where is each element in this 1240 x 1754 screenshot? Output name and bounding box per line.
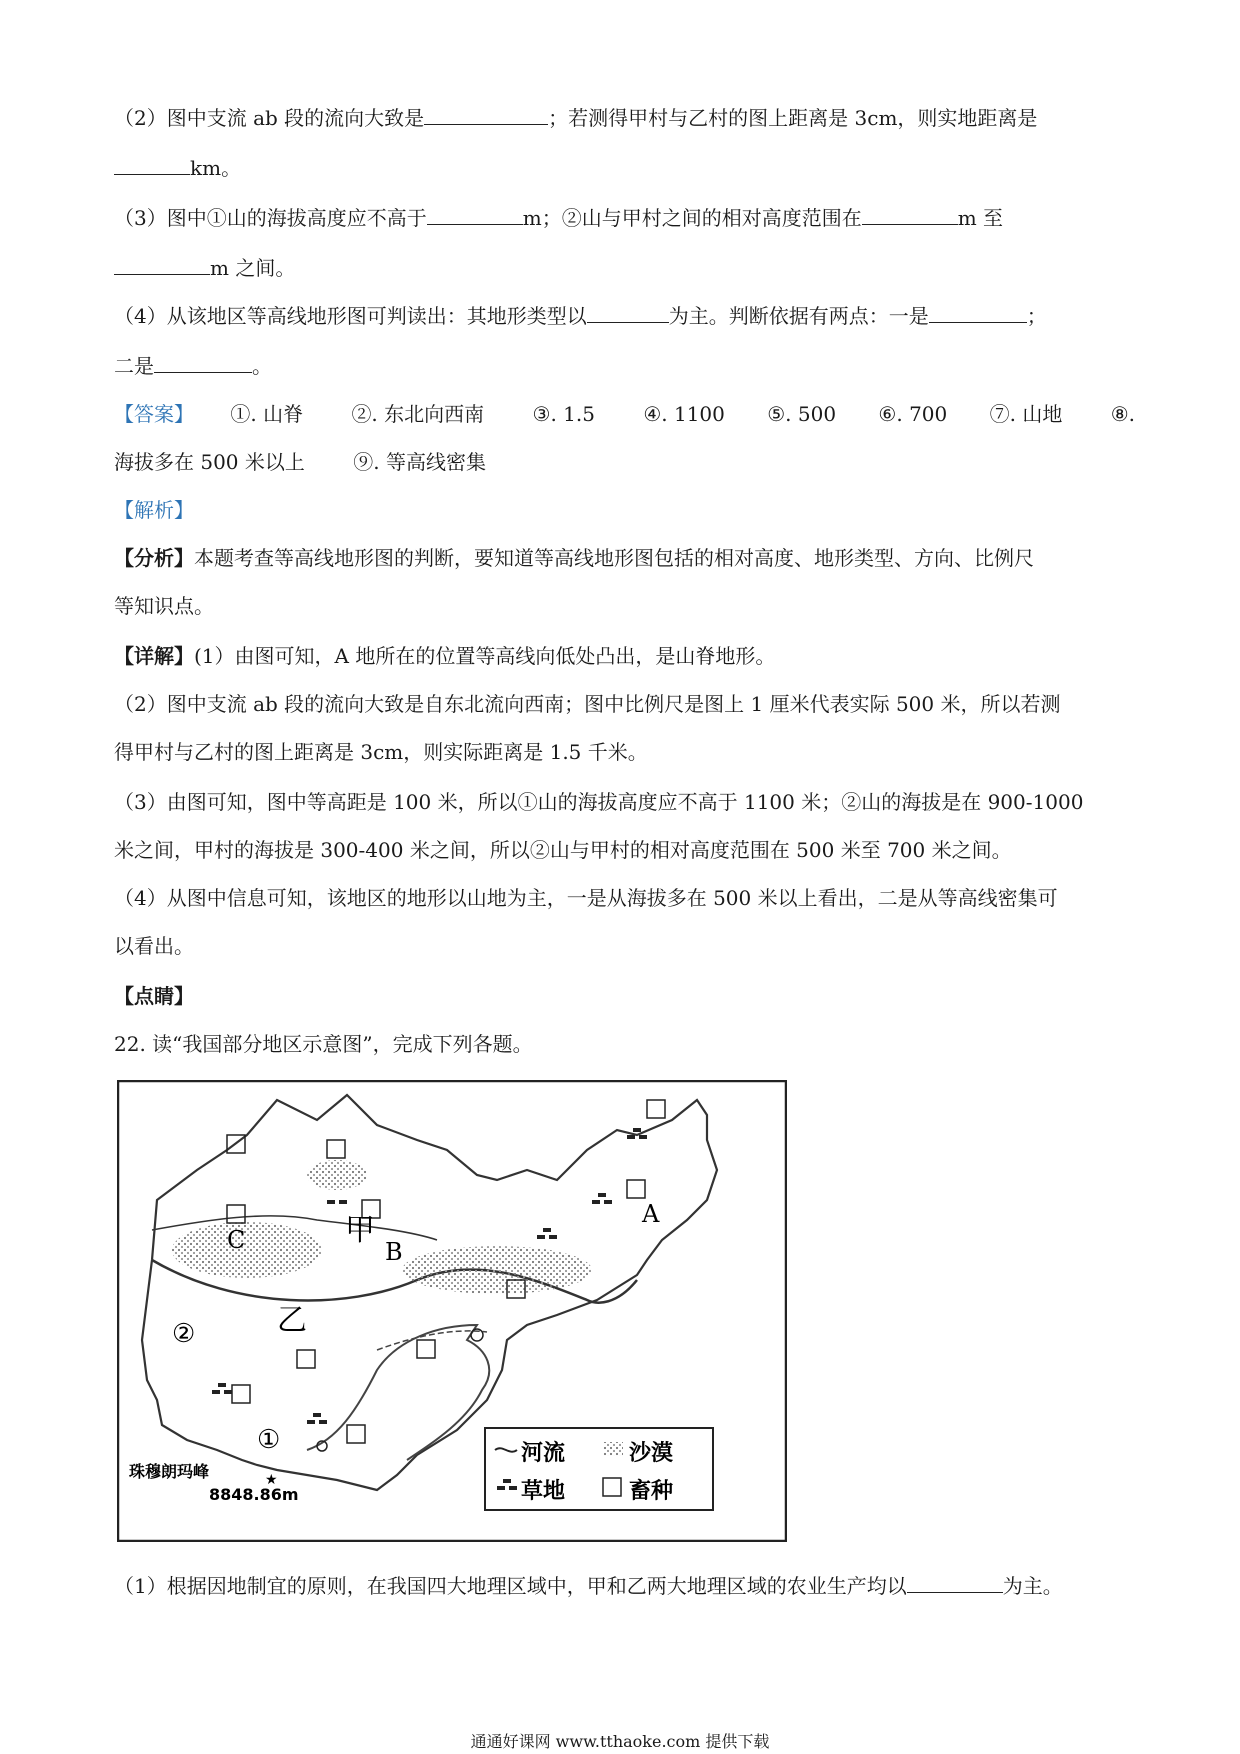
peak-star-icon: ★	[265, 1472, 278, 1488]
q2-text-b: ；若测得甲村与乙村的图上距离是 3cm，则实地距离是	[548, 106, 1038, 130]
q3-text-c: m 至	[957, 206, 1004, 230]
q3-text-b: m；②山与甲村之间的相对高度范围在	[522, 206, 862, 230]
answer-item: ②. 东北向西南	[351, 402, 485, 426]
question-2-line2	[114, 154, 241, 182]
question-22-sub1	[114, 1572, 1063, 1600]
detail-paragraph-2-cont: 得甲村与乙村的图上距离是 3cm，则实际距离是 1.5 千米。	[114, 740, 648, 764]
label-jia: 甲	[345, 1213, 375, 1248]
answer-item: ⑤. 500	[767, 402, 837, 426]
label-a: A	[642, 1200, 660, 1228]
answer-blank[interactable]	[907, 1572, 1003, 1593]
answer-item: 海拔多在 500 米以上	[114, 450, 305, 474]
answer-item: ⑨. 等高线密集	[353, 450, 486, 474]
answer-blank[interactable]	[587, 302, 669, 323]
q4-text-e: 。	[252, 354, 272, 378]
page-footer: 通通好课网 www.tthaoke.com 提供下载	[470, 1732, 770, 1751]
legend-river: 河流	[521, 1441, 566, 1466]
answer-blank[interactable]	[424, 104, 548, 125]
answer-blank[interactable]	[154, 352, 252, 373]
q22-text-b: 为主。	[1002, 1574, 1063, 1598]
q3-text-d: m 之间。	[210, 256, 296, 280]
fenxi-label: 【分析】	[114, 546, 194, 570]
answer-line2	[114, 448, 486, 476]
q3-text-a: （3）图中①山的海拔高度应不高于	[114, 206, 427, 230]
desert-area	[172, 1222, 322, 1278]
label-mountain-2: ②	[172, 1319, 196, 1349]
peak-height: 8848.86m	[209, 1485, 299, 1504]
answer-item: ⑦. 山地	[989, 402, 1063, 426]
dianjing-label: 【点睛】	[114, 984, 194, 1008]
answer-item: ①. 山脊	[230, 402, 304, 426]
answer-blank[interactable]	[929, 302, 1027, 323]
analysis-label: 【解析】	[114, 498, 194, 522]
detail-paragraph-3: （3）由图可知，图中等高距是 100 米，所以①山的海拔高度应不高于 1100 米；②山的海拔是在 900-1000	[114, 790, 1084, 814]
question-22-title: 22. 读“我国部分地区示意图”，完成下列各题。	[114, 1032, 533, 1056]
q4-text-a: （4）从该地区等高线地形图可判读出：其地形类型以	[114, 304, 587, 328]
desert-legend-icon	[603, 1442, 623, 1456]
question-3-line1	[114, 204, 1003, 232]
detail-label: 【详解】	[114, 644, 194, 668]
answer-blank[interactable]	[427, 204, 523, 225]
detail-paragraph-2: （2）图中支流 ab 段的流向大致是自东北流向西南；图中比例尺是图上 1 厘米代表实际 500 米，所以若测	[114, 692, 1061, 716]
answer-item: ③. 1.5	[532, 402, 595, 426]
detail-text: (1）由图可知，A 地所在的位置等高线向低处凸出，是山脊地形。	[194, 644, 776, 668]
q4-text-c: ；	[1026, 304, 1047, 328]
answer-blank[interactable]	[114, 154, 190, 175]
answer-blank[interactable]	[862, 204, 958, 225]
fenxi-line2: 等知识点。	[114, 594, 214, 618]
answer-item: ⑥. 700	[878, 402, 948, 426]
question-2-line1	[114, 104, 1037, 132]
detail-paragraph-3-cont: 米之间，甲村的海拔是 300-400 米之间，所以②山与甲村的相对高度范围在 500 米至 700 米之间。	[114, 838, 1012, 862]
question-4-line2	[114, 352, 272, 380]
label-c: C	[227, 1226, 246, 1254]
label-yi: 乙	[277, 1303, 307, 1338]
answer-line1	[114, 400, 1135, 428]
fenxi-text: 本题考查等高线地形图的判断，要知道等高线地形图包括的相对高度、地形类型、方向、比例尺	[194, 546, 1034, 570]
desert-area	[402, 1246, 592, 1294]
legend-desert: 沙漠	[629, 1441, 674, 1466]
fenxi-line1	[114, 544, 1034, 572]
detail-paragraph-4-cont: 以看出。	[114, 934, 194, 958]
q22-text-a: （1）根据因地制宜的原则，在我国四大地理区域中，甲和乙两大地理区域的农业生产均以	[114, 1574, 907, 1598]
q4-text-b: 为主。判断依据有两点：一是	[668, 304, 929, 328]
label-mountain-1: ①	[257, 1425, 281, 1455]
answer-blank[interactable]	[114, 254, 210, 275]
label-b: B	[385, 1238, 403, 1266]
detail-line1	[114, 642, 775, 670]
detail-paragraph-4: （4）从图中信息可知，该地区的地形以山地为主，一是从海拔多在 500 米以上看出，二是从等高线密集可	[114, 886, 1058, 910]
question-3-line2	[114, 254, 295, 282]
region-map	[117, 1080, 787, 1542]
legend-livestock: 畜种	[629, 1479, 674, 1504]
q2-text-a: （2）图中支流 ab 段的流向大致是	[114, 106, 425, 130]
answer-item: ④. 1100	[643, 402, 725, 426]
answer-label: 【答案】	[114, 402, 194, 426]
map-legend	[485, 1428, 713, 1510]
question-4-line1	[114, 302, 1047, 330]
legend-grassland: 草地	[521, 1479, 566, 1504]
q4-text-d: 二是	[114, 354, 154, 378]
q2-text-c: km。	[190, 156, 242, 180]
peak-name: 珠穆朗玛峰	[129, 1462, 210, 1481]
desert-area	[307, 1160, 367, 1190]
answer-item: ⑧.	[1110, 402, 1135, 426]
